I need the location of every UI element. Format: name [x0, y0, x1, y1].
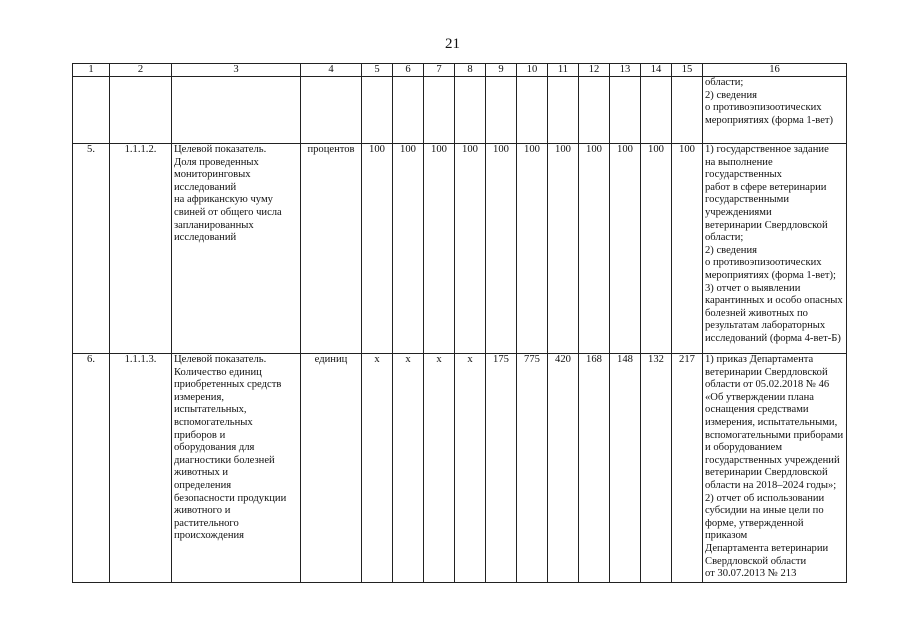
- value-cell: [424, 77, 455, 144]
- indicator-name-cell: Целевой показатель. Доля проведенных мониторинговых исследований на африканскую чуму свиней от общего числа запланированных исследований: [172, 144, 301, 354]
- value-cell: х: [455, 354, 486, 583]
- header-cell-3: 3: [172, 64, 301, 77]
- value-cell: 775: [517, 354, 548, 583]
- table-row: [73, 77, 847, 144]
- value-cell: 132: [641, 354, 672, 583]
- indicators-table: [72, 63, 847, 583]
- row-number-cell: [73, 77, 110, 144]
- value-cell: 100: [486, 144, 517, 354]
- code-cell: 1.1.1.3.: [110, 354, 172, 583]
- value-cell: 100: [579, 144, 610, 354]
- value-cell: 100: [610, 144, 641, 354]
- header-cell-10: 10: [517, 64, 548, 77]
- value-cell: 100: [455, 144, 486, 354]
- value-cell: 100: [641, 144, 672, 354]
- value-cell: х: [424, 354, 455, 583]
- code-cell: [110, 77, 172, 144]
- header-cell-6: 6: [393, 64, 424, 77]
- page-number: 21: [445, 36, 460, 52]
- value-cell: 100: [517, 144, 548, 354]
- header-cell-11: 11: [548, 64, 579, 77]
- header-cell-7: 7: [424, 64, 455, 77]
- header-cell-5: 5: [362, 64, 393, 77]
- table-row: [73, 144, 847, 354]
- value-cell: [548, 77, 579, 144]
- header-cell-1: 1: [73, 64, 110, 77]
- value-cell: [579, 77, 610, 144]
- value-cell: [610, 77, 641, 144]
- unit-cell: единиц: [301, 354, 362, 583]
- value-cell: [362, 77, 393, 144]
- header-cell-13: 13: [610, 64, 641, 77]
- value-cell: 217: [672, 354, 703, 583]
- value-cell: 175: [486, 354, 517, 583]
- source-cell: 1) государственное задание на выполнение государственных работ в сфере ветеринарии государственными учреждениями ветеринарии Свердловской области; 2) сведения о противоэпизоотических мероприятиях (форма 1-вет); 3) отчет о выявлении карантинных и особо опасных болезней животных по результатам лабораторных исследований (форма 4-вет-Б): [703, 144, 847, 354]
- indicator-name-cell: Целевой показатель. Количество единиц приобретенных средств измерения, испытательных, вспомогательных приборов и оборудования для диагностики болезней животных и определения безопасности продукции животного и растительного происхождения: [172, 354, 301, 583]
- source-cell: 1) приказ Департамента ветеринарии Свердловской области от 05.02.2018 № 46 «Об утверждении плана оснащения средствами измерения, испытательными, вспомогательными приборами и оборудованием государственных учреждений ветеринарии Свердловской области на 2018–2024 годы»; 2) отчет об использовании субсидии на иные цели по форме, утвержденной приказом Департамента ветеринарии Свердловской области от 30.07.2013 № 213: [703, 354, 847, 583]
- header-cell-8: 8: [455, 64, 486, 77]
- value-cell: 168: [579, 354, 610, 583]
- unit-cell: [301, 77, 362, 144]
- unit-cell: процентов: [301, 144, 362, 354]
- value-cell: [486, 77, 517, 144]
- header-cell-9: 9: [486, 64, 517, 77]
- value-cell: 100: [362, 144, 393, 354]
- value-cell: [672, 77, 703, 144]
- value-cell: 100: [672, 144, 703, 354]
- value-cell: х: [362, 354, 393, 583]
- row-number-cell: 6.: [73, 354, 110, 583]
- table-row: [73, 354, 847, 583]
- header-cell-12: 12: [579, 64, 610, 77]
- value-cell: [393, 77, 424, 144]
- indicator-name-cell: [172, 77, 301, 144]
- value-cell: 100: [393, 144, 424, 354]
- value-cell: [641, 77, 672, 144]
- value-cell: [455, 77, 486, 144]
- row-number-cell: 5.: [73, 144, 110, 354]
- value-cell: 420: [548, 354, 579, 583]
- header-cell-4: 4: [301, 64, 362, 77]
- header-cell-14: 14: [641, 64, 672, 77]
- code-cell: 1.1.1.2.: [110, 144, 172, 354]
- value-cell: [517, 77, 548, 144]
- value-cell: 148: [610, 354, 641, 583]
- header-row: [73, 64, 847, 77]
- header-cell-16: 16: [703, 64, 847, 77]
- value-cell: 100: [548, 144, 579, 354]
- header-cell-15: 15: [672, 64, 703, 77]
- value-cell: 100: [424, 144, 455, 354]
- source-cell: области; 2) сведения о противоэпизоотических мероприятиях (форма 1-вет): [703, 77, 847, 144]
- header-cell-2: 2: [110, 64, 172, 77]
- value-cell: х: [393, 354, 424, 583]
